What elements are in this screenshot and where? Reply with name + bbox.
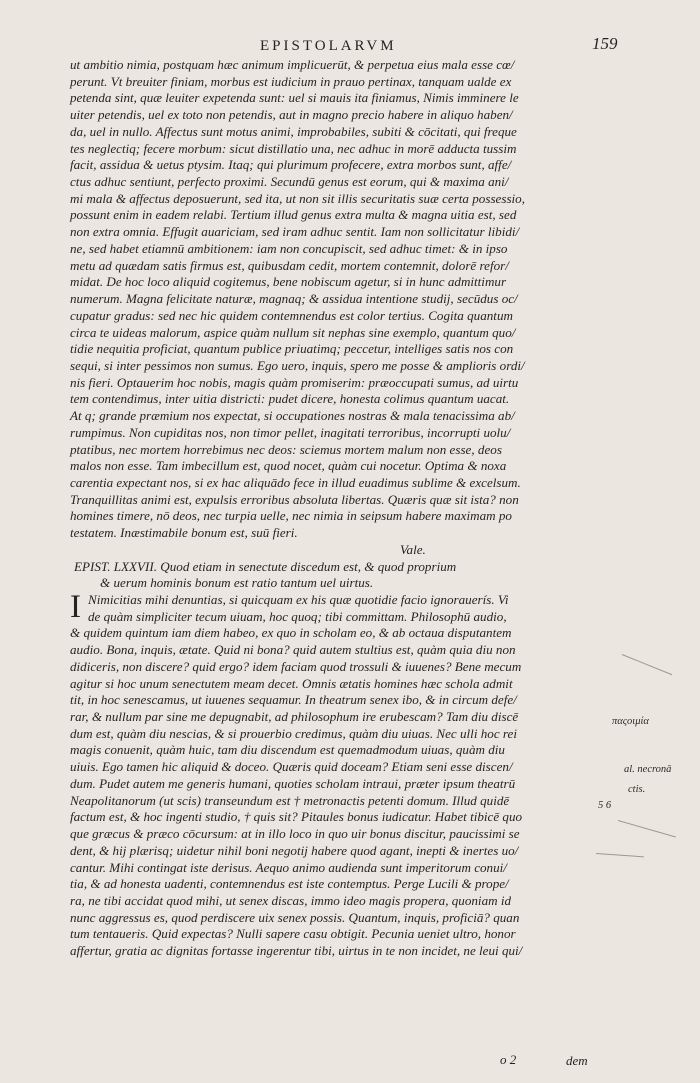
text-line: audio. Bona, inquis, ætate. Quid ni bona? quid autem stultius est, quàm quia diu non (70, 642, 516, 658)
text-line: rumpimus. Non cupiditas nos, non timor pellet, inagitati terroribus, incorrupti uolu/ (70, 424, 511, 440)
text-line: tidie nequitia proficiat, quantum publice priuatimq; peccetur, intelliges satis nos con (70, 341, 514, 357)
text-line: Nimicitias mihi denuntias, si quicquam ex his quæ quotidie facio ignorauerís. Vi (88, 592, 509, 607)
text-line: uiuis. Ego tamen hic aliquid & doceo. Quæris quid doceam? Etiam seni esse discen/ (70, 759, 513, 775)
text-line: cupatur gradus: sed nec hic quidem contemnendus est color tertius. Cogita quantum (70, 307, 513, 323)
salutation: Vale. (400, 541, 426, 557)
margin-note-greek: παςοιμία (612, 716, 649, 727)
text-line: facit, assidua & uetus ptysim. Itaq; qui plurimum profecere, extra morbos sunt, affe/ (70, 157, 512, 173)
text-line: da, uel in nullo. Affectus sunt motus animi, improbabiles, subiti & cōcitati, qui freque (70, 123, 517, 139)
folio-number: 159 (592, 34, 618, 53)
text-line: perunt. Vt breuiter finiam, morbus est iudicium in prauo pertinax, tanquam ualde ex (70, 73, 512, 89)
text-line: dum est, quàm diu nescias, & si prouerbio credimus, quàm diu uiuas. Nec ulli hoc rei (70, 725, 517, 741)
text-line: mi mala & affectus deposuerunt, sed ita, ut non sit illis securitatis suæ certa possessio, (70, 190, 526, 206)
text-line: ra, ne tibi accidat quod mihi, ut senex discas, immo ideo magis propera, quoniam id (70, 892, 512, 908)
text-line: tum tentaueris. Quid expectas? Nulli sapere casu obtigit. Pecunia ueniet ultro, honor (70, 926, 516, 942)
text-line: factum est, & hoc ingenti studio, † quis sit? Pitaules bonus iudicatur. Habet tibicē quo (70, 809, 523, 825)
text-line: didiceris, non discere? quid ergo? idem faciam quod trossuli & iuuenes? Bene mecum (70, 658, 522, 674)
text-line: possunt enim in eadem relabi. Tertium illud genus extra multa & magna uitia est, sed (70, 207, 517, 223)
text-line: homines timere, nō deos, nec turpia uelle, nec nimia in seipsum habere maximam po (70, 508, 512, 524)
margin-note-variant-cont: ctis. (628, 784, 646, 795)
text-line: ptatibus, nec mortem horrebimus nec deos: sciemus mortem malum non esse, deos (70, 441, 502, 457)
text-line: metu ad quædam satis firmus est, quibusdam cedit, mortem contemnit, dolorē refor/ (70, 257, 509, 273)
text-line: circa te uideas malorum, aspice quàm nullum sit nephas sine exemplo, quantum quo/ (70, 324, 516, 340)
text-line: dent, & hij plærisq; uidetur nihil boni negotij habere quod agant, inepti & inertes uo/ (70, 842, 519, 858)
text-line: de quàm simpliciter tecum uiuam, hoc quoq; tibi committam. Philosophū audio, (88, 608, 507, 624)
text-line: & quidem quintum iam diem habeo, ex quo in scholam eo, & ab octaua disputantem (70, 625, 512, 641)
margin-note-variant: al. necronā (624, 764, 672, 775)
text-line: tes neglectiq; fecere morbum: sicut distillatio una, nec adhuc in morē adducta tussim (70, 140, 517, 156)
text-line: magis conuenit, quàm huic, tam diu discendum est quemadmodum uiuas, quàm diu (70, 742, 505, 758)
text-line: malos non esse. Tam imbecillum est, quod nocet, quàm cui nocetur. Optima & noxa (70, 458, 507, 474)
text-line: que græcus & præco cōcursum: at in illo loco in quo uir bonus discitur, paucissimi se (70, 826, 520, 842)
text-line: cantur. Mihi contingat iste derisus. Aequo animo audienda sunt imperitorum conui/ (70, 859, 507, 875)
text-line: testatem. Inæstimabile bonum est, suū fieri. (70, 525, 298, 541)
text-line: At q; grande præmium nos expectat, si occupationes nostras & mala tenacissima ab/ (70, 408, 515, 424)
text-line: Tranquillitas animi est, expulsis erroribus absoluta libertas. Quæris quæ sit ista? non (70, 491, 519, 507)
text-line: agitur si hoc unum senectutem meam decet. Omnis ætatis homines hæc schola admit (70, 675, 513, 691)
text-line: uiter petendis, uel ex toto non petendis, aut in magno precio habere in aliquo haben/ (70, 107, 513, 123)
text-line: Neapolitanorum (ut scis) transeundum est † metronactis petenti domum. Illud quidē (70, 792, 510, 808)
text-line: nunc aggressus es, quod perdiscere uix senex possis. Quantum, inquis, proficiā? quan (70, 909, 520, 925)
letter-heading: EPIST. LXXVII. Quod etiam in senectute discedum est, & quod proprium (74, 558, 457, 574)
pencil-mark (622, 654, 672, 675)
margin-note-numbers: 5 6 (598, 800, 612, 811)
text-line: numerum. Magna felicitate naturæ, magnaq; & assidua intentione studij, secūdus oc/ (70, 291, 518, 307)
text-line: ut ambitio nimia, postquam hæc animum implicuerūt, & perpetua eius mala esse cœ/ (70, 57, 515, 72)
text-line: rar, & nullum par sine me depugnabit, ad philosophum ire erubescam? Tam diu discē (70, 709, 519, 725)
text-line: tit, in hoc senescamus, ut iuuenes sequamur. In theatrum senex ibo, & in circum defe/ (70, 692, 517, 708)
signature-mark: o 2 (500, 1052, 517, 1067)
page-footer (0, 1052, 700, 1072)
running-head: EPISTOLARVM (260, 38, 397, 54)
text-line: sequi, si inter pessimos non sumus. Ego uero, inquis, spero me posse & amplioris ordi/ (70, 357, 525, 373)
text-line: midat. De hoc loco aliquid cogitemus, bene nobiscum agetur, si in hunc admittimur (70, 274, 507, 290)
text-line: tia, & ad honesta uadenti, contemnendus est iste contemptus. Perge Lucili & prope/ (70, 876, 509, 892)
text-block (70, 57, 610, 960)
text-line: ne, sed habet etiamnū ambitionem: iam non concupiscit, sed adhuc timet: & in ipso (70, 240, 508, 256)
text-line: ctus adhuc sentiunt, perfecto proximi. Secundū genus est eorum, qui & maxima ani/ (70, 174, 509, 190)
text-line: tem contendimus, inter uitia districti: pudet dicere, honesta colimus quantum uacat. (70, 391, 510, 407)
text-line: non extra omnia. Effugit auariciam, sed iram adhuc sentit. Iam non sollicitatur libidi/ (70, 224, 520, 240)
text-line: affertur, gratia ac dignitas fortasse ingerentur tibi, uirtus in te non incidet, ne leui qui/ (70, 943, 523, 959)
text-line: carentia expectant nos, si ex hac aliquādo fece in illud euadimus sublime & excelsum. (70, 474, 521, 490)
text-line: dum. Pudet autem me generis humani, quoties scholam intraui, præter ipsum theatrū (70, 775, 516, 791)
letter-heading-continued: & uerum hominis bonum est ratio tantum uel uirtus. (100, 575, 374, 591)
catchword: dem (566, 1053, 588, 1068)
text-line: petenda sint, quæ leuiter expetenda sunt: uel si mauis ita finiamus, Nimis imminere le (70, 90, 519, 106)
pencil-mark (618, 820, 676, 837)
text-line: nis fieri. Optauerim hoc nobis, magis quàm promiserim: præoccupati sumus, ad uirtu (70, 374, 519, 390)
drop-capital: I (70, 589, 81, 625)
